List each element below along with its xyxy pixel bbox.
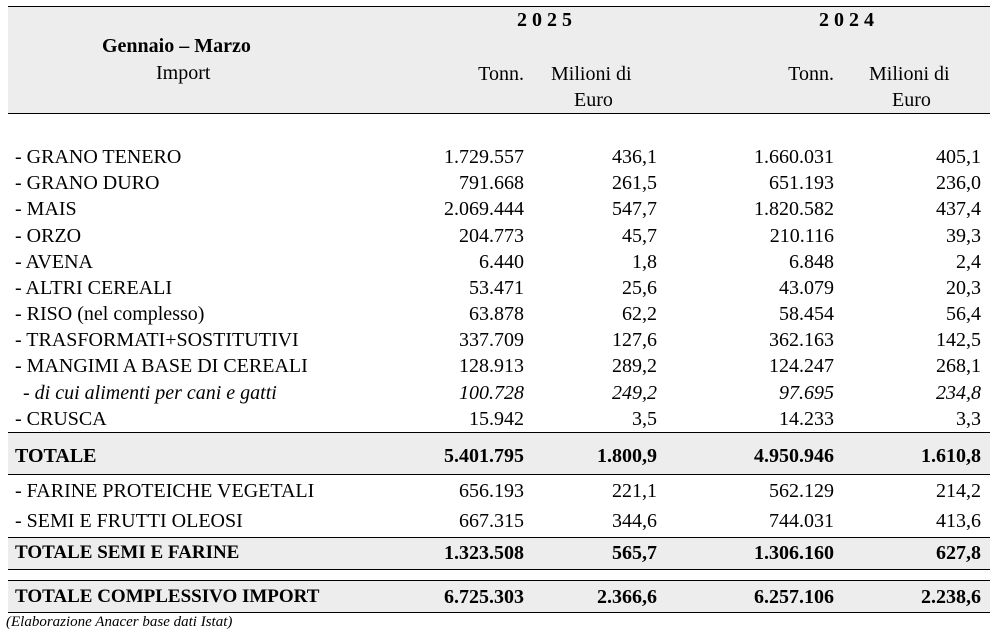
row-tonn-2024: 1.660.031 — [754, 146, 834, 168]
row-tonn-2024: 1.820.582 — [754, 198, 834, 220]
row-label: - MANGIMI A BASE DI CEREALI — [15, 355, 308, 377]
row-eur-2025: 249,2 — [612, 382, 657, 404]
totale-semi-eur-2024: 627,8 — [936, 542, 981, 564]
row-tonn-2024: 744.031 — [769, 510, 834, 532]
divider — [8, 537, 990, 538]
totale-tonn-2025: 5.401.795 — [444, 445, 524, 467]
row-eur-2024: 413,6 — [936, 510, 981, 532]
row-tonn-2025: 791.668 — [459, 172, 524, 194]
row-eur-2024: 56,4 — [946, 303, 981, 325]
row-eur-2025: 289,2 — [612, 355, 657, 377]
import-subheading: Import — [156, 62, 211, 84]
totale-complessivo-eur-2025: 2.366,6 — [597, 586, 657, 608]
year-2024-heading: 2024 — [819, 9, 879, 31]
row-tonn-2024: 651.193 — [769, 172, 834, 194]
row-tonn-2025: 128.913 — [459, 355, 524, 377]
row-tonn-2024: 97.695 — [779, 382, 834, 404]
row-label: - GRANO DURO — [15, 172, 160, 194]
row-eur-2025: 547,7 — [612, 198, 657, 220]
row-eur-2025: 261,5 — [612, 172, 657, 194]
row-eur-2025: 25,6 — [622, 277, 657, 299]
row-label: - FARINE PROTEICHE VEGETALI — [15, 480, 315, 502]
row-tonn-2024: 562.129 — [769, 480, 834, 502]
col-eur-2024-line1: Milioni di — [869, 63, 950, 85]
row-eur-2025: 3,5 — [632, 408, 657, 430]
col-eur-2024-line2: Euro — [892, 89, 931, 111]
row-tonn-2025: 6.440 — [479, 251, 524, 273]
row-label: - RISO (nel complesso) — [15, 303, 205, 325]
row-eur-2024: 2,4 — [956, 251, 981, 273]
row-eur-2024: 142,5 — [936, 329, 981, 351]
row-eur-2025: 1,8 — [632, 251, 657, 273]
totale-semi-label: TOTALE SEMI E FARINE — [15, 542, 240, 563]
row-tonn-2025: 63.878 — [469, 303, 524, 325]
row-tonn-2025: 2.069.444 — [444, 198, 524, 220]
divider — [8, 474, 990, 475]
period-heading: Gennaio – Marzo — [102, 35, 251, 57]
totale-semi-tonn-2025: 1.323.508 — [444, 542, 524, 564]
row-tonn-2025: 667.315 — [459, 510, 524, 532]
row-label-subitem: - di cui alimenti per cani e gatti — [23, 382, 277, 404]
totale-complessivo-tonn-2024: 6.257.106 — [754, 586, 834, 608]
totale-complessivo-tonn-2025: 6.725.303 — [444, 586, 524, 608]
row-eur-2025: 62,2 — [622, 303, 657, 325]
row-eur-2024: 268,1 — [936, 355, 981, 377]
row-tonn-2024: 124.247 — [769, 355, 834, 377]
totale-semi-tonn-2024: 1.306.160 — [754, 542, 834, 564]
col-eur-2025-line1: Milioni di — [551, 63, 632, 85]
totale-eur-2025: 1.800,9 — [597, 445, 657, 467]
row-eur-2025: 45,7 — [622, 225, 657, 247]
col-tonn-2025: Tonn. — [478, 63, 524, 85]
row-tonn-2024: 14.233 — [779, 408, 834, 430]
row-tonn-2024: 58.454 — [779, 303, 834, 325]
row-eur-2024: 39,3 — [946, 225, 981, 247]
row-eur-2025: 436,1 — [612, 146, 657, 168]
row-eur-2024: 234,8 — [936, 382, 981, 404]
row-tonn-2025: 337.709 — [459, 329, 524, 351]
row-eur-2024: 214,2 — [936, 480, 981, 502]
divider — [8, 432, 990, 433]
row-tonn-2025: 1.729.557 — [444, 146, 524, 168]
row-label: - GRANO TENERO — [15, 146, 182, 168]
row-label: - ORZO — [15, 225, 82, 247]
row-eur-2024: 20,3 — [946, 277, 981, 299]
row-eur-2024: 236,0 — [936, 172, 981, 194]
row-eur-2024: 405,1 — [936, 146, 981, 168]
row-tonn-2024: 362.163 — [769, 329, 834, 351]
row-label: - SEMI E FRUTTI OLEOSI — [15, 510, 243, 532]
totale-label: TOTALE — [15, 445, 97, 467]
row-label: - MAIS — [15, 198, 77, 220]
row-label: - AVENA — [15, 251, 93, 273]
divider — [8, 612, 990, 613]
totale-eur-2024: 1.610,8 — [921, 445, 981, 467]
row-tonn-2024: 210.116 — [769, 225, 834, 247]
row-tonn-2025: 100.728 — [459, 382, 524, 404]
totale-tonn-2024: 4.950.946 — [754, 445, 834, 467]
row-tonn-2025: 656.193 — [459, 480, 524, 502]
col-eur-2025-line2: Euro — [574, 89, 613, 111]
row-eur-2025: 127,6 — [612, 329, 657, 351]
row-eur-2024: 437,4 — [936, 198, 981, 220]
row-tonn-2025: 204.773 — [459, 225, 524, 247]
source-footnote: (Elaborazione Anacer base dati Istat) — [6, 614, 233, 630]
row-eur-2025: 344,6 — [612, 510, 657, 532]
row-label: - ALTRI CEREALI — [15, 277, 173, 299]
row-eur-2025: 221,1 — [612, 480, 657, 502]
totale-complessivo-label: TOTALE COMPLESSIVO IMPORT — [15, 586, 320, 607]
row-tonn-2024: 6.848 — [789, 251, 834, 273]
divider — [8, 569, 990, 570]
divider — [8, 580, 990, 581]
row-tonn-2025: 53.471 — [469, 277, 524, 299]
row-eur-2024: 3,3 — [956, 408, 981, 430]
totale-semi-eur-2025: 565,7 — [612, 542, 657, 564]
row-tonn-2024: 43.079 — [779, 277, 834, 299]
col-tonn-2024: Tonn. — [788, 63, 834, 85]
row-label: - TRASFORMATI+SOSTITUTIVI — [15, 329, 299, 351]
row-label: - CRUSCA — [15, 408, 107, 430]
year-2025-heading: 2025 — [517, 9, 577, 31]
totale-complessivo-eur-2024: 2.238,6 — [921, 586, 981, 608]
row-tonn-2025: 15.942 — [469, 408, 524, 430]
